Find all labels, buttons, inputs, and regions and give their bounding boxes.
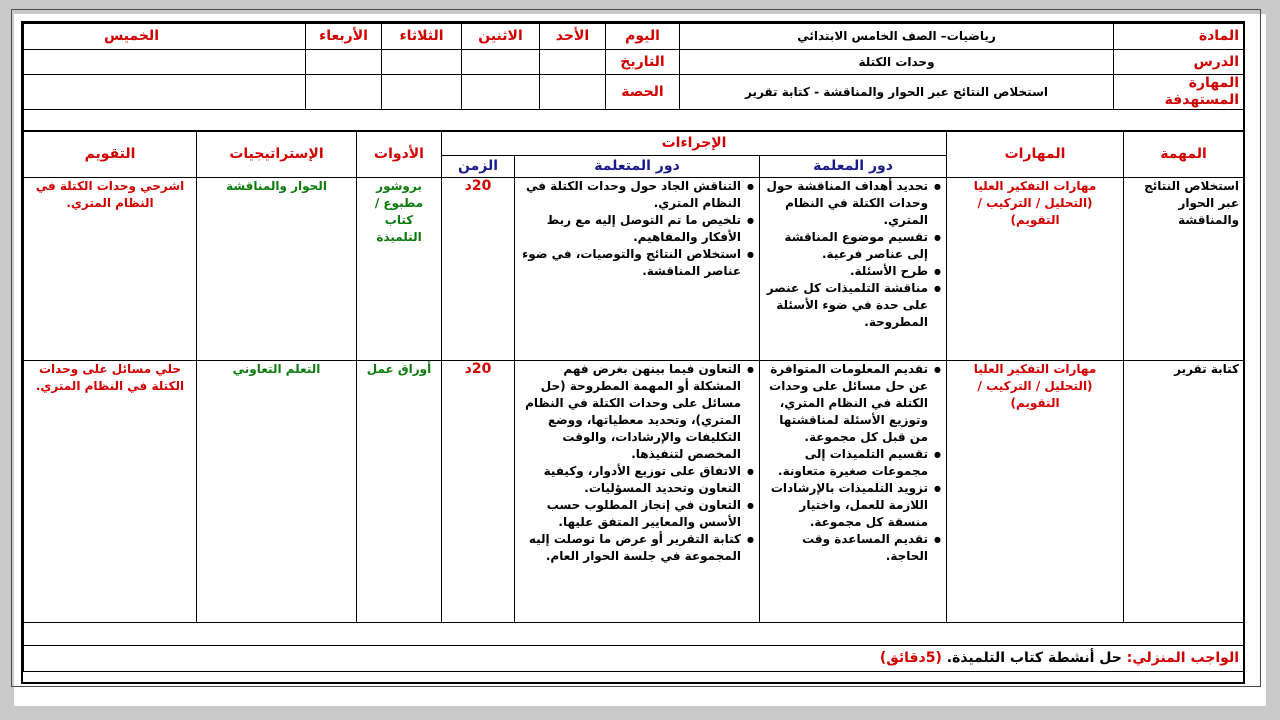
period-cell-3 xyxy=(382,75,462,110)
homework-duration: (5دقائق) xyxy=(879,650,942,666)
row1-tools: بروشور مطبوع / كتاب التلميذة xyxy=(357,178,442,361)
list-item: ● استخلاص النتائج والتوصيات، في ضوء عناصر المناقشة. xyxy=(519,246,741,280)
row2-student-role xyxy=(515,361,760,623)
row2-teacher-role xyxy=(760,361,947,623)
period-label: الحصة xyxy=(606,75,680,110)
day-sunday: الأحد xyxy=(540,24,606,50)
row1-strategy: الحوار والمناقشة xyxy=(197,178,357,361)
col-time: الزمن xyxy=(442,156,515,178)
col-teacher-role: دور المعلمة xyxy=(760,156,947,178)
list-item: ● التناقش الجاد حول وحدات الكتلة في النظام المتري. xyxy=(519,178,741,212)
list-item: ● تقسيم التلميذات إلى مجموعات صغيرة متعاونة. xyxy=(764,446,928,480)
header-table xyxy=(23,23,1244,131)
day-monday: الاثنين xyxy=(462,24,540,50)
row2-task: كتابة تقرير xyxy=(1124,361,1244,623)
list-item: ● تقديم المعلومات المتوافرة عن حل مسائل على وحدات الكتلة في النظام المتري، وتوزيع الأسئلة لمناقشتها من قبل كل مجموعة. xyxy=(764,361,928,446)
homework-row xyxy=(24,646,1244,672)
target-skill-value: استخلاص النتائج عبر الحوار والمناقشة - كتابة تقرير xyxy=(680,75,1114,110)
procedures-table xyxy=(23,131,1244,672)
subject-label: المادة xyxy=(1114,24,1244,50)
row1-time: 20د xyxy=(442,178,515,361)
spacer-row xyxy=(24,623,1244,646)
row2-time: 20د xyxy=(442,361,515,623)
list-item: ● كتابة التقرير أو عرض ما توصلت إليه المجموعة في جلسة الحوار العام. xyxy=(519,531,741,565)
col-evaluation: التقويم xyxy=(24,132,197,178)
list-item: ● التعاون فيما بينهن بغرض فهم المشكلة أو المهمة المطروحة (حل مسائل على وحدات الكتلة في النظام المتري)، وتحديد معطياتها، ووضع التكليفات والإرشادات، والوقت المخصص لتنفيذها. xyxy=(519,361,741,463)
list-item: ● الاتفاق على توزيع الأدوار، وكيفية التعاون وتحديد المسؤليات. xyxy=(519,463,741,497)
lesson-label: الدرس xyxy=(1114,50,1244,75)
day-label: اليوم xyxy=(606,24,680,50)
col-procedures: الإجراءات xyxy=(442,132,947,156)
target-skill-label: المهارة المستهدفة xyxy=(1114,75,1244,110)
col-task: المهمة xyxy=(1124,132,1244,178)
row2-evaluation: حلي مسائل على وحدات الكتلة في النظام المتري. xyxy=(24,361,197,623)
period-cell-1 xyxy=(540,75,606,110)
list-item: ● تقديم المساعدة وقت الحاجة. xyxy=(764,531,928,565)
list-item: ● التعاون في إنجاز المطلوب حسب الأسس والمعايير المتفق عليها. xyxy=(519,497,741,531)
homework-text: حل أنشطة كتاب التلميذة. xyxy=(946,650,1122,666)
date-label: التاريخ xyxy=(606,50,680,75)
list-item: ● تحديد أهداف المناقشة حول وحدات الكتلة في النظام المتري. xyxy=(764,178,928,229)
period-cell-2 xyxy=(462,75,540,110)
homework-label: الواجب المنزلي: xyxy=(1126,650,1240,666)
day-wednesday: الأربعاء xyxy=(306,24,382,50)
date-cell-5 xyxy=(24,50,306,75)
list-item: ● مناقشة التلميذات كل عنصر على حدة في ضوء الأسئلة المطروحة. xyxy=(764,280,928,331)
list-item: ● تقسيم موضوع المناقشة إلى عناصر فرعية. xyxy=(764,229,928,263)
lesson-plan-sheet xyxy=(21,21,1245,684)
date-cell-1 xyxy=(540,50,606,75)
row1-task: استخلاص النتائج عبر الحوار والمناقشة xyxy=(1124,178,1244,361)
row2-skills: مهارات التفكير العليا (التحليل / التركيب / التقويم) xyxy=(947,361,1124,623)
day-thursday: الخميس xyxy=(24,24,306,50)
row1-evaluation: اشرحي وحدات الكتلة في النظام المتري. xyxy=(24,178,197,361)
col-student-role: دور المتعلمة xyxy=(515,156,760,178)
row2-tools: أوراق عمل xyxy=(357,361,442,623)
col-tools: الأدوات xyxy=(357,132,442,178)
date-cell-2 xyxy=(462,50,540,75)
day-tuesday: الثلاثاء xyxy=(382,24,462,50)
row2-strategy: التعلم التعاوني xyxy=(197,361,357,623)
period-cell-5 xyxy=(24,75,306,110)
row1-student-role xyxy=(515,178,760,361)
list-item: ● تزويد التلميذات بالإرشادات اللازمة للعمل، واختيار منسقة كل مجموعة. xyxy=(764,480,928,531)
row1-skills: مهارات التفكير العليا (التحليل / التركيب / التقويم) xyxy=(947,178,1124,361)
list-item: ● طرح الأسئلة. xyxy=(764,263,928,280)
col-strategies: الإستراتيجيات xyxy=(197,132,357,178)
col-skills: المهارات xyxy=(947,132,1124,178)
subject-value: رياضيات– الصف الخامس الابتدائي xyxy=(680,24,1114,50)
list-item: ● تلخيص ما تم التوصل إليه مع ربط الأفكار والمفاهيم. xyxy=(519,212,741,246)
spacer-row xyxy=(24,110,1244,131)
row1-teacher-role xyxy=(760,178,947,361)
date-cell-3 xyxy=(382,50,462,75)
date-cell-4 xyxy=(306,50,382,75)
lesson-value: وحدات الكتلة xyxy=(680,50,1114,75)
period-cell-4 xyxy=(306,75,382,110)
